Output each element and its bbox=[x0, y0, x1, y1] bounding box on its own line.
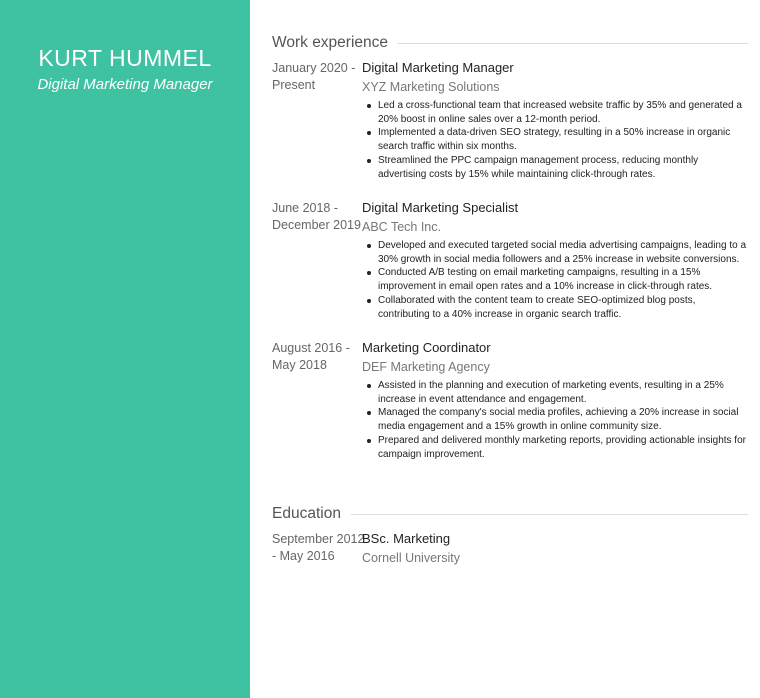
job-date bbox=[272, 200, 364, 234]
job-bullet: Implemented a data-driven SEO strategy, resulting in a 50% increase in organic search traffic within six months. bbox=[362, 126, 748, 153]
job-bullet: Managed the company's social media profiles, achieving a 20% increase in social media engagement and a 15% growth in online community size. bbox=[362, 406, 748, 433]
job-role: Digital Marketing Specialist bbox=[362, 200, 519, 215]
job-bullets bbox=[362, 379, 748, 461]
sidebar bbox=[0, 0, 250, 698]
work-experience-section-header bbox=[272, 32, 748, 54]
job-date-start: August 2016 - bbox=[272, 341, 350, 355]
job-date-end: May 2018 bbox=[272, 358, 327, 372]
candidate-title: Digital Marketing Manager bbox=[37, 76, 213, 93]
education-section-header bbox=[272, 503, 748, 525]
job-company: XYZ Marketing Solutions bbox=[362, 80, 500, 94]
candidate-name: KURT HUMMEL bbox=[38, 45, 212, 71]
education-date bbox=[272, 531, 364, 565]
education-date-end: - May 2016 bbox=[272, 549, 335, 563]
job-bullet: Collaborated with the content team to create SEO-optimized blog posts, contributing to a 40% increase in organic search traffic. bbox=[362, 294, 748, 321]
job-date-end: Present bbox=[272, 78, 316, 92]
job-date-start: June 2018 - bbox=[272, 201, 339, 215]
job-company: ABC Tech Inc. bbox=[362, 220, 441, 234]
job-bullet: Conducted A/B testing on email marketing campaigns, resulting in a 15% improvement in email open rates and a 10% increase in click-through rates. bbox=[362, 266, 748, 293]
job-date bbox=[272, 60, 364, 94]
education-date-start: September 2012 bbox=[272, 532, 365, 546]
job-date-start: January 2020 - bbox=[272, 61, 356, 75]
job-bullet: Assisted in the planning and execution of marketing events, resulting in a 25% increase in event attendance and engagement. bbox=[362, 379, 748, 406]
job-bullets bbox=[362, 239, 748, 321]
job-bullet: Developed and executed targeted social media advertising campaigns, leading to a 30% growth in social media followers and a 25% increase in website conversions. bbox=[362, 239, 748, 266]
work-experience-heading: Work experience bbox=[272, 34, 389, 51]
job-bullet: Led a cross-functional team that increased website traffic by 35% and generated a 20% boost in online sales over a 12-month period. bbox=[362, 99, 748, 126]
education-heading: Education bbox=[272, 505, 341, 522]
job-date bbox=[272, 340, 364, 374]
job-bullet: Streamlined the PPC campaign management process, reducing monthly advertising costs by 15% while maintaining click-through rates. bbox=[362, 154, 748, 181]
education-degree: BSc. Marketing bbox=[362, 531, 451, 546]
job-bullet: Prepared and delivered monthly marketing reports, providing actionable insights for campaign improvement. bbox=[362, 434, 748, 461]
job-company: DEF Marketing Agency bbox=[362, 360, 490, 374]
education-school: Cornell University bbox=[362, 551, 460, 565]
job-date-end: December 2019 bbox=[272, 218, 361, 232]
job-role: Marketing Coordinator bbox=[362, 340, 491, 355]
section-divider bbox=[398, 43, 748, 44]
job-bullets bbox=[362, 99, 748, 181]
section-divider bbox=[351, 514, 748, 515]
job-role: Digital Marketing Manager bbox=[362, 60, 514, 75]
